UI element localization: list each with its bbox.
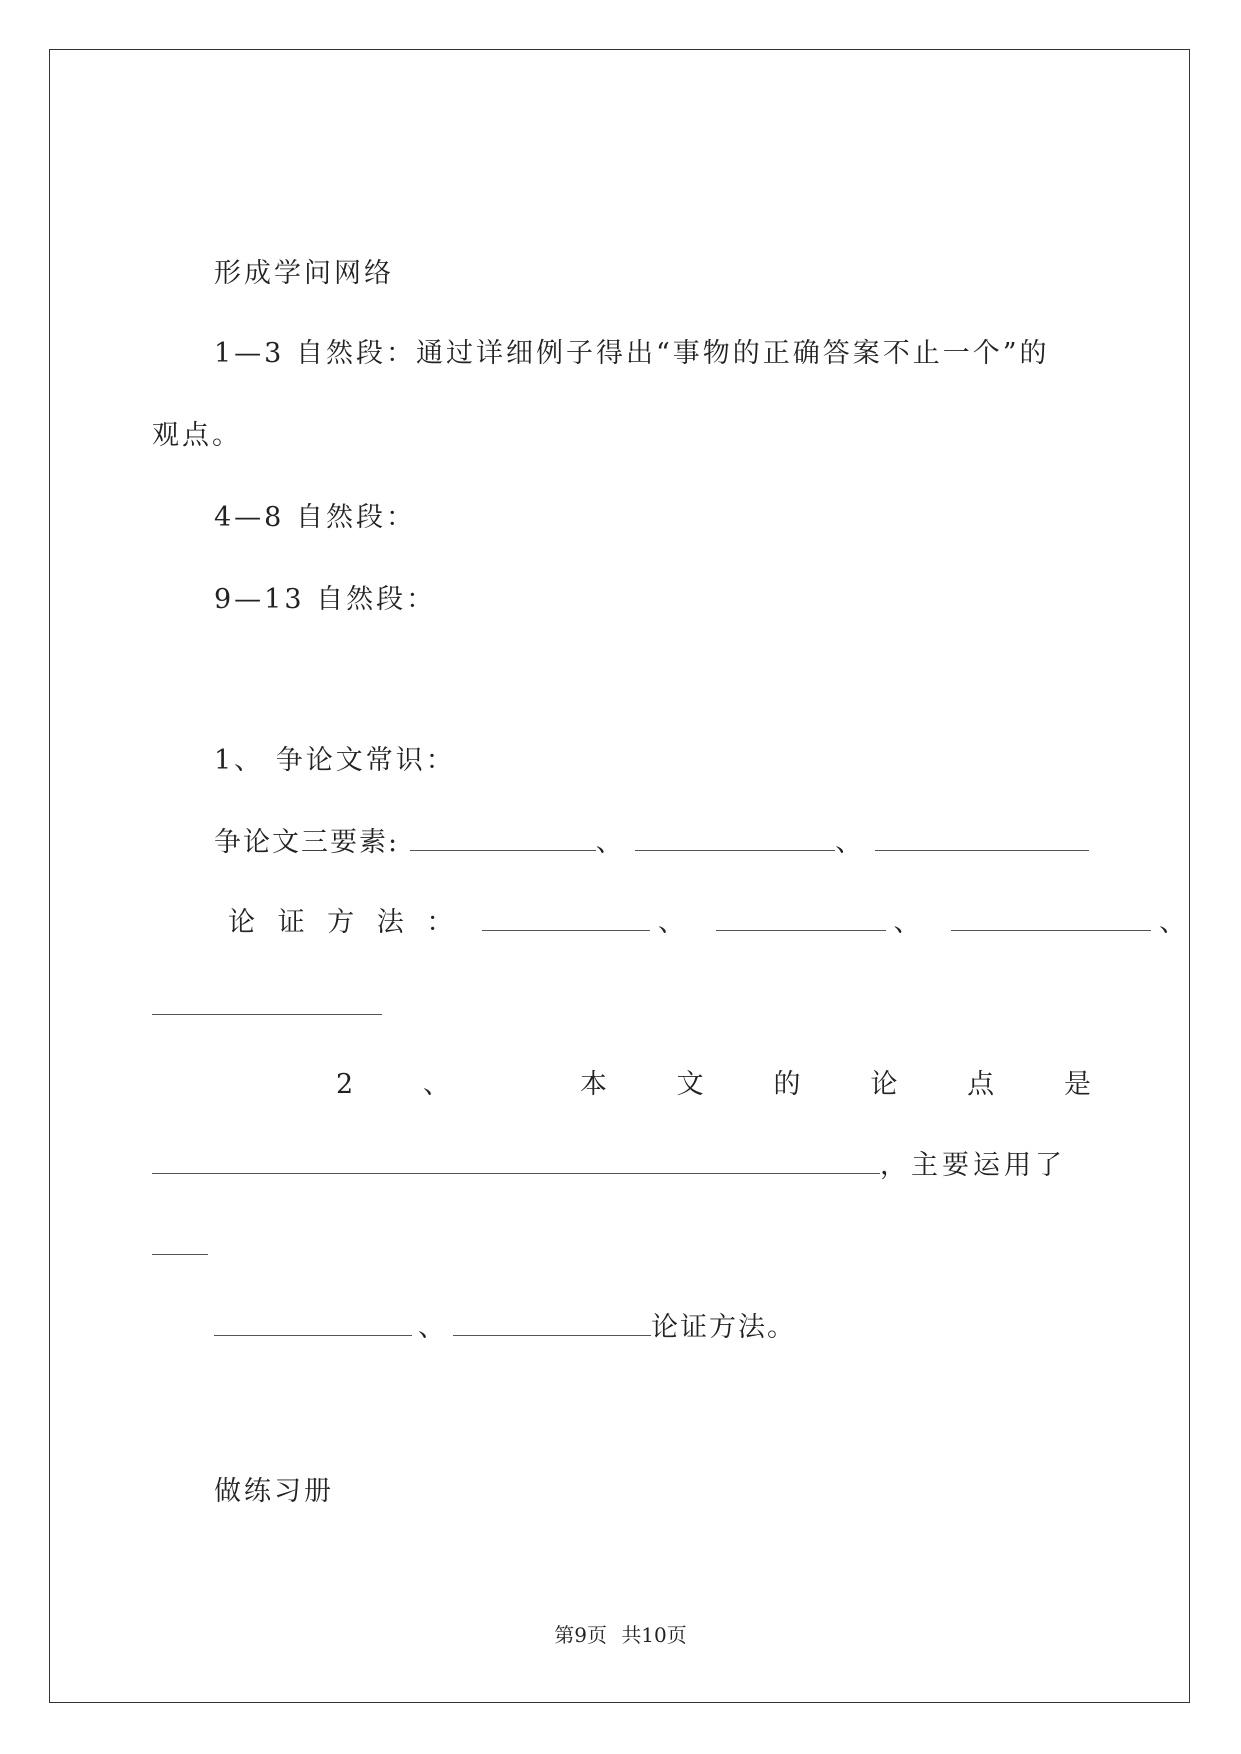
question-2-line-1 xyxy=(336,1067,1091,1103)
separator: 、 xyxy=(893,907,928,938)
separator: 、 xyxy=(423,1069,451,1100)
q2-char: 点 xyxy=(967,1069,995,1100)
q2-char: 论 xyxy=(870,1069,898,1100)
page-number: 第9页 xyxy=(554,1623,607,1647)
question-1-title: 1、 争论文常识： xyxy=(214,745,456,776)
blank-element-2[interactable] xyxy=(635,826,835,851)
blank-element-3[interactable] xyxy=(875,826,1089,851)
separator: 、 xyxy=(595,827,625,858)
question-2-tail-2: 论证方法。 xyxy=(651,1312,796,1343)
blank-method-4-row xyxy=(152,990,382,1019)
blank-method-b[interactable] xyxy=(453,1311,651,1336)
blank-method-a[interactable] xyxy=(214,1311,412,1336)
page-border xyxy=(49,49,1190,1703)
exercise-heading: 做练习册 xyxy=(214,1476,334,1507)
q2-char: 本 xyxy=(579,1069,607,1100)
q2-char: 文 xyxy=(676,1069,704,1100)
blank-short-row xyxy=(152,1230,208,1259)
question-2-line-4 xyxy=(214,1310,796,1346)
blank-method-4[interactable] xyxy=(152,990,382,1015)
argument-methods-line xyxy=(228,905,1201,941)
separator: 、 xyxy=(418,1312,447,1343)
q2-char: 是 xyxy=(1063,1069,1091,1100)
paragraph-1-line-2: 观点。 xyxy=(152,420,242,451)
paragraph-3: 9—13 自然段： xyxy=(214,584,437,615)
argument-elements-line xyxy=(214,825,1089,861)
separator: 、 xyxy=(657,907,692,938)
blank-method-2[interactable] xyxy=(716,906,886,931)
argument-methods-label: 论 证 方 法 ： xyxy=(228,907,461,938)
q2-char: 的 xyxy=(773,1069,801,1100)
question-2-line-2 xyxy=(152,1148,1066,1184)
separator: 、 xyxy=(835,827,865,858)
argument-elements-label: 争论文三要素: xyxy=(214,827,400,858)
question-2-number: 2 xyxy=(336,1069,354,1100)
blank-method-1[interactable] xyxy=(482,906,650,931)
blank-method-3[interactable] xyxy=(951,906,1151,931)
blank-short[interactable] xyxy=(152,1230,208,1255)
blank-element-1[interactable] xyxy=(410,826,596,851)
paragraph-2: 4—8 自然段： xyxy=(214,502,416,533)
page-footer xyxy=(0,1622,1241,1648)
blank-thesis[interactable] xyxy=(152,1149,880,1174)
page-total: 共10页 xyxy=(621,1623,687,1647)
question-2-tail-1: ，主要运用了 xyxy=(880,1150,1066,1181)
separator: 、 xyxy=(1159,907,1194,938)
paragraph-1-line-1: 1—3 自然段：通过详细例子得出“事物的正确答案不止一个”的 xyxy=(214,338,1050,369)
section-heading: 形成学问网络 xyxy=(214,258,394,289)
